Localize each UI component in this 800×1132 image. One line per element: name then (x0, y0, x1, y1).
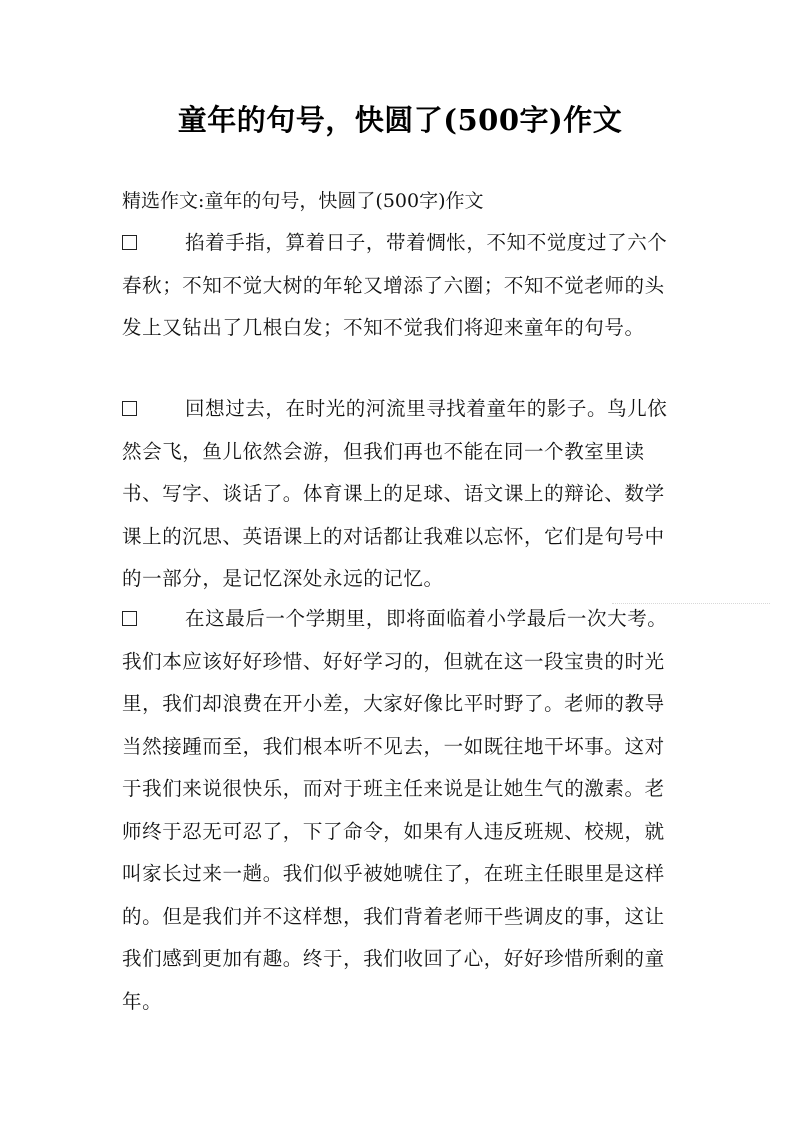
paragraph-2-text: 回想过去，在时光的河流里寻找着童年的影子。鸟儿依然会飞，鱼儿依然会游，但我们再也不能在同一个教室里读书、写字、谈话了。体育课上的足球、语文课上的辩论、数学课上的沉思、英语课上的对话都让我难以忘怀，它们是句号中的一部分，是记忆深处永远的记忆。 (122, 397, 668, 590)
paragraph-3 (122, 598, 672, 1023)
paragraph-1 (122, 222, 672, 350)
document-title: 童年的句号，快圆了(500字)作文 (177, 103, 623, 137)
checkbox-glyph-icon (122, 401, 137, 416)
paragraph-1-text: 掐着手指，算着日子，带着惆怅，不知不觉度过了六个春秋；不知不觉大树的年轮又增添了六圈；不知不觉老师的头发上又钻出了几根白发；不知不觉我们将迎来童年的句号。 (122, 231, 668, 339)
document-subtitle: 精选作文:童年的句号，快圆了(500字)作文 (122, 190, 484, 212)
paragraph-3-text: 在这最后一个学期里，即将面临着小学最后一次大考。我们本应该好好珍惜、好好学习的，但就在这一段宝贵的时光里，我们却浪费在开小差，大家好像比平时野了。老师的教导当然接踵而至，我们根本听不见去，一如既往地干坏事。这对于我们来说很快乐，而对于班主任来说是让她生气的激素。老师终于忍无可忍了，下了命令，如果有人违反班规、校规，就叫家长过来一趟。我们似乎被她唬住了，在班主任眼里是这样的。但是我们并不这样想，我们背着老师干些调皮的事，这让我们感到更加有趣。终于，我们收回了心，好好珍惜所剩的童年。 (122, 607, 668, 1013)
checkbox-glyph-icon (122, 611, 137, 626)
paragraph-2 (122, 388, 672, 601)
checkbox-glyph-icon (122, 235, 137, 250)
